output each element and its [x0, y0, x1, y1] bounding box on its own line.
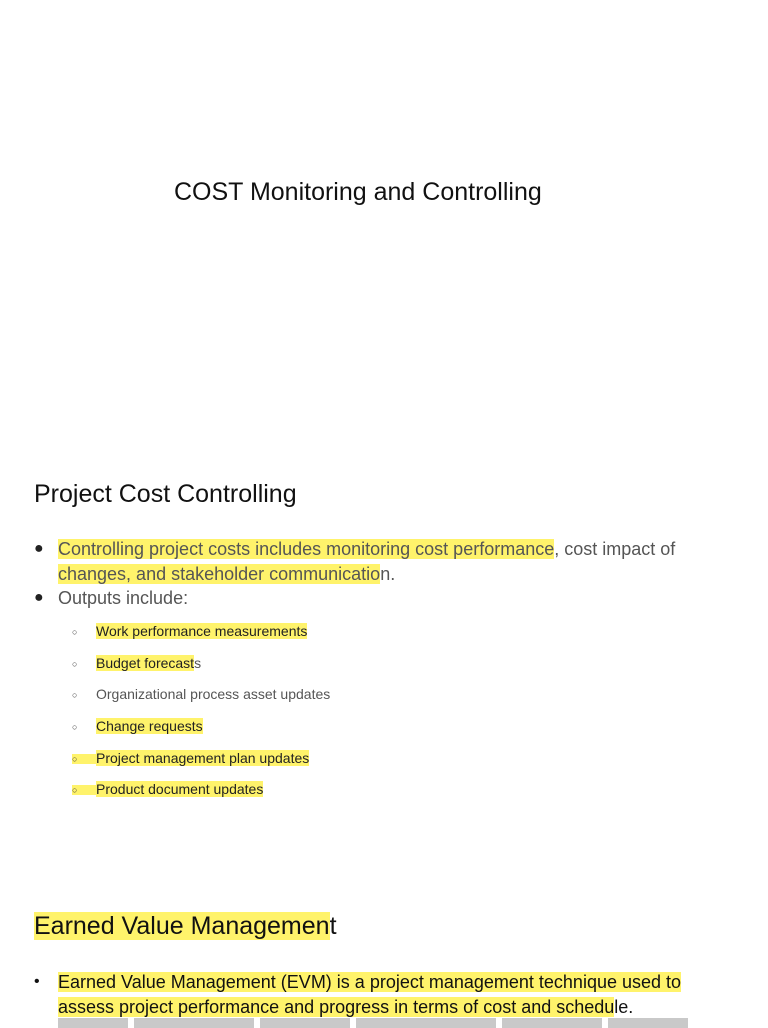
bullet-dot-icon: • — [34, 973, 40, 990]
plain-text: , cost impact of — [554, 539, 676, 559]
list-item — [72, 655, 201, 671]
section-heading-earned-value — [34, 912, 337, 941]
hollow-circle-bullet-icon: ○ — [72, 785, 96, 795]
highlighted-text: Product document updates — [96, 781, 264, 797]
earned-value-bullet-list — [34, 970, 734, 1019]
hollow-circle-bullet-icon: ○ — [72, 659, 78, 670]
hollow-circle-bullet-icon: ○ — [72, 690, 78, 701]
highlighted-text: assess project performance and progress in terms of cost and schedu — [58, 996, 615, 1017]
bullet-dot-icon: ● — [34, 540, 44, 557]
highlighted-text: Budget forecast — [96, 655, 195, 671]
list-item — [34, 537, 734, 586]
plain-text: le. — [614, 996, 634, 1017]
page-title: COST Monitoring and Controlling — [174, 178, 542, 206]
highlighted-text: Earned Value Management (EVM) is a project management technique used to — [58, 972, 682, 992]
plain-text: Organizational process asset updates — [96, 686, 331, 702]
list-item — [34, 970, 734, 1019]
list-item — [34, 586, 734, 611]
bullet-dot-icon: ● — [34, 589, 44, 606]
highlighted-text: Change requests — [96, 718, 203, 734]
list-item — [72, 686, 330, 702]
hollow-circle-bullet-icon: ○ — [72, 722, 78, 733]
hollow-circle-bullet-icon: ○ — [72, 627, 78, 638]
plain-text: s — [194, 655, 202, 671]
list-item — [72, 718, 203, 734]
highlighted-text: Work performance measurements — [96, 623, 308, 639]
cost-controlling-bullet-list — [34, 537, 734, 611]
outputs-intro: Outputs include: — [58, 588, 189, 608]
highlighted-text: Project management plan updates — [96, 750, 310, 766]
section-heading-cost-controlling: Project Cost Controlling — [34, 480, 297, 508]
plain-text: n. — [380, 563, 396, 584]
hollow-circle-bullet-icon: ○ — [72, 754, 96, 764]
plain-text: t — [329, 912, 337, 940]
list-item — [72, 781, 263, 797]
cut-off-text-line — [58, 1018, 708, 1028]
highlighted-text: changes, and stakeholder communicatio — [58, 563, 381, 584]
list-item — [72, 750, 309, 766]
highlighted-text: Controlling project costs includes monitoring cost performance — [58, 539, 555, 559]
list-item — [72, 623, 307, 639]
highlighted-text: Earned Value Managemen — [34, 912, 330, 940]
